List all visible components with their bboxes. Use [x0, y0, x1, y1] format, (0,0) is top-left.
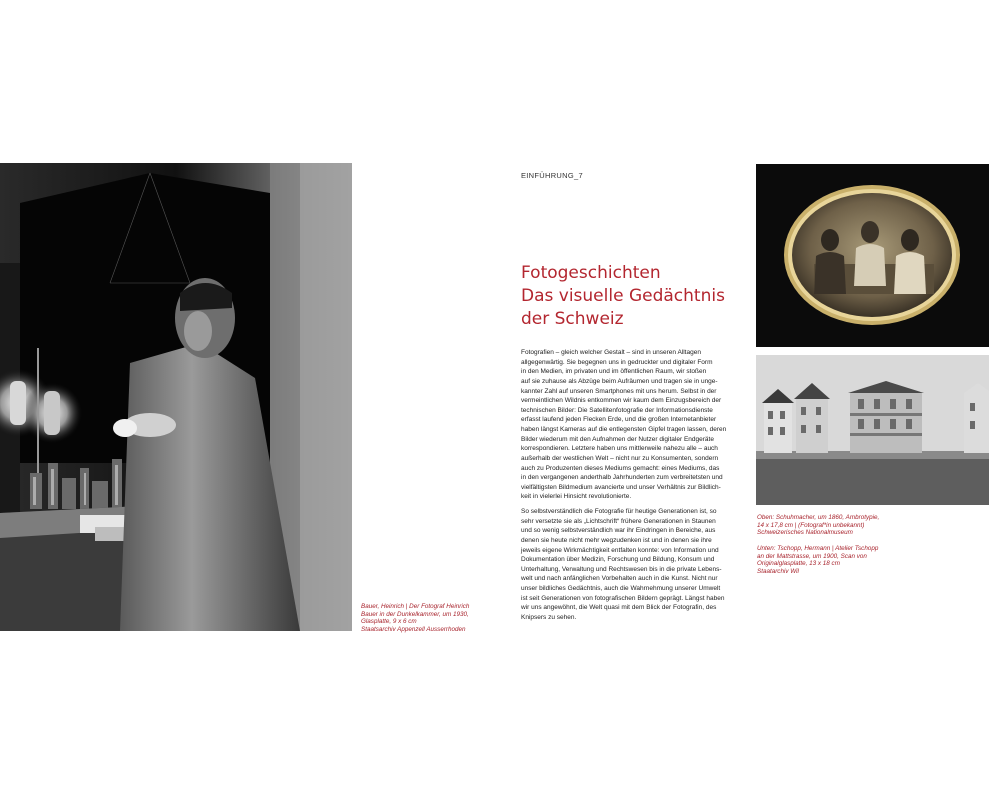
- body-line: haben längst Kameras auf die entlegensten Gipfel tragen lassen, deren: [521, 426, 727, 433]
- caption-line: 14 x 17,8 cm | (Fotograf*in unbekannt): [757, 521, 865, 529]
- body-line: Dokumentation über Medizin, Forschung und Bildung, Konsum und: [521, 556, 715, 564]
- body-line: vermeintlichen Wildnis entkommen wir kaum dem Einzugsbereich der: [521, 397, 722, 405]
- body-line: Knipsers zu sehen.: [521, 613, 577, 621]
- darkroom-photograph: [0, 163, 352, 631]
- title-line: Das visuelle Gedächtnis: [521, 286, 725, 306]
- street-houses-photograph: [756, 355, 989, 505]
- body-line: keit in vielerlei Hinsicht revolutionierte.: [521, 493, 632, 501]
- caption-line: Originalglasplatte, 13 x 18 cm: [757, 560, 840, 568]
- body-line: auf sie zuhause als Abzüge beim Aufräumen und tragen sie in unge-: [521, 377, 718, 385]
- body-line: Unterhaltung, Verwaltung und Rechtswesen bis in die private Lebens-: [521, 565, 722, 573]
- caption-bottom-right-photo: [757, 545, 977, 575]
- body-line: außerhalb der westlichen Welt – nicht nur zu Konsumenten, sondern: [521, 454, 719, 462]
- caption-line: Staatarchiv Wil: [757, 567, 799, 575]
- body-line: Bilder wiederum mit den Aufnahmen der Nutzer digitaler Endgeräte: [521, 435, 714, 443]
- caption-line: Staatsarchiv Appenzell Ausserrhoden: [361, 625, 466, 633]
- ambrotype-photograph: [756, 164, 989, 347]
- page-title: [521, 262, 751, 331]
- body-line: So selbstverständlich die Fotografie für heutige Generationen ist, so: [521, 508, 717, 515]
- body-line: und so wenig selbstverständlich war ihr Eindringen in Bereiche, aus: [521, 527, 716, 535]
- caption-line: an der Mattstrasse, um 1900, Scan von: [757, 552, 867, 560]
- caption-line: Unten: Tschopp, Hermann | Atelier Tschopp: [757, 545, 879, 552]
- body-line: Fotografien – gleich welcher Gestalt – sind in unseren Alltagen: [521, 349, 701, 356]
- body-line: in den Medien, im privaten und im öffentlichen Raum, wir stoßen: [521, 368, 707, 376]
- title-line: Fotogeschichten: [521, 263, 661, 283]
- caption-line: Oben: Schuhmacher, um 1860, Ambrotypie,: [757, 514, 880, 521]
- body-line: auch zu Produzenten dieses Mediums gemacht: eines Mediums, das: [521, 464, 720, 472]
- body-line: technischen Bilder: Die Satellitenfotografie der Informationsdienste: [521, 406, 713, 414]
- body-line: vielfältigsten Bildmedium avancierte und unser Verhältnis zur Bildlich-: [521, 483, 721, 491]
- title-line: der Schweiz: [521, 309, 624, 329]
- body-line: in den vergangenen anderthalb Jahrhunderten zum verbreitetsten und: [521, 474, 723, 482]
- body-line: korrespondieren. Letztere haben uns mittlerweile nahezu alle – auch: [521, 445, 718, 453]
- body-line: unser bildliches Gedächtnis, auch die Wahrnehmung unserer Umwelt: [521, 585, 721, 592]
- body-paragraph-1: [521, 348, 746, 502]
- body-line: allgegenwärtig. Sie begegnen uns in gedruckter und digitaler Form: [521, 358, 713, 366]
- body-line: welt und nach anfänglichen Vorbehalten auch in die Kunst. Nicht nur: [521, 575, 718, 583]
- body-line: denen sie heute nicht mehr wegzudenken ist und in denen sie ihre: [521, 536, 712, 544]
- caption-line: Bauer, Heinrich | Der Fotograf Heinrich: [361, 603, 470, 610]
- body-paragraph-2: [521, 507, 746, 623]
- caption-line: Bauer in der Dunkelkammer, um 1930,: [361, 610, 469, 618]
- body-line: jeweils eigene Wirkmächtigkeit entfalten konnte: von Information und: [521, 546, 719, 554]
- caption-line: Glasplatte, 9 x 6 cm: [361, 618, 417, 626]
- caption-left-photo: [361, 603, 501, 633]
- body-line: sehr versetzte sie als „Lichtschrift“ frühere Generationen in Staunen: [521, 517, 716, 525]
- caption-line: Schweizerisches Nationalmuseum: [757, 529, 853, 537]
- body-line: kannter Zahl auf unseren Smartphones mit uns herum. Selbst in der: [521, 387, 717, 395]
- body-line: wir uns angewöhnt, die Welt quasi mit dem Blick der Fotografin, des: [521, 604, 717, 612]
- caption-top-right-photo: [757, 514, 977, 537]
- body-line: ist seit Generationen von fotografischen Bildern geprägt. Längst haben: [521, 594, 725, 602]
- running-head: EINFÜHRUNG_7: [521, 171, 583, 180]
- body-line: erfasst laufend jeden Flecken Erde, und die großen Internetanbieter: [521, 416, 717, 424]
